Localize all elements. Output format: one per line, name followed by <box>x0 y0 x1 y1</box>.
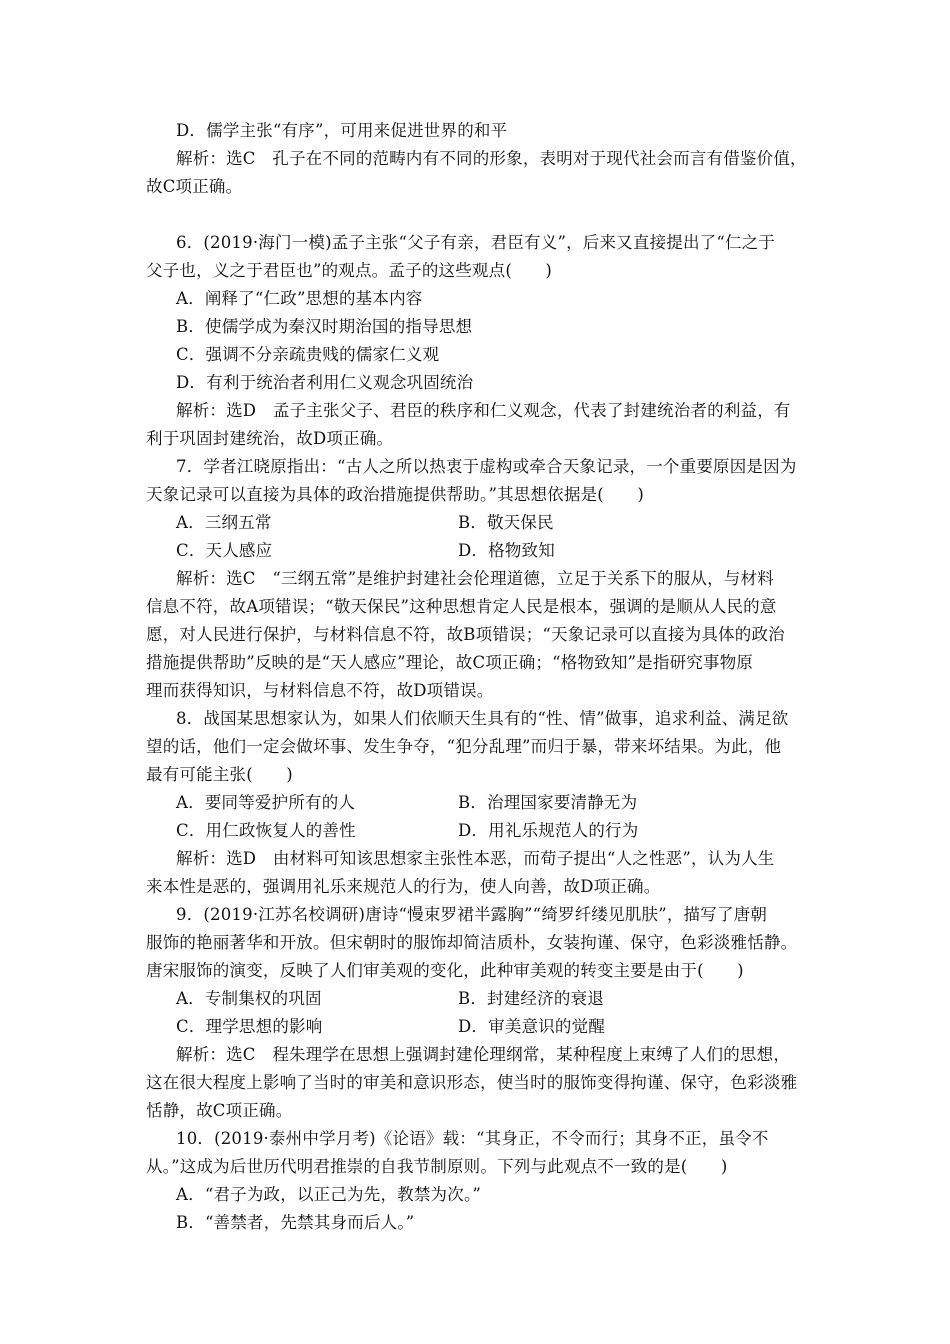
q7-analysis-cont-4: 理而获得知识，与材料信息不符，故D项错误。 <box>146 681 494 700</box>
q9-option-c: C．理学思想的影响 <box>176 1017 323 1036</box>
q8-option-d: D．用礼乐规范人的行为 <box>458 821 639 840</box>
q7-stem: 7．学者江晓原指出：“古人之所以热衷于虚构或牵合天象记录，一个重要原因是因为 <box>176 457 797 476</box>
q8-analysis-cont: 来本性是恶的，强调用礼乐来规范人的行为，使人向善，故D项正确。 <box>146 877 661 896</box>
q9-option-a: A．专制集权的巩固 <box>176 989 322 1008</box>
q10-option-a: A．“君子为政，以正己为先，教禁为次。” <box>176 1185 482 1204</box>
q9-analysis: 解析：选C 程朱理学在思想上强调封建伦理纲常，某种程度上束缚了人们的思想， <box>176 1045 791 1064</box>
q9-analysis-cont-1: 这在很大程度上影响了当时的审美和意识形态，使当时的服饰变得拘谨、保守，色彩淡雅 <box>146 1073 798 1092</box>
q5-analysis: 解析：选C 孔子在不同的范畴内有不同的形象，表明对于现代社会而言有借鉴价值， <box>176 149 807 168</box>
q8-option-c: C．用仁政恢复人的善性 <box>176 821 356 840</box>
q6-option-c: C．强调不分亲疏贵贱的儒家仁义观 <box>176 345 440 364</box>
q6-analysis: 解析：选D 孟子主张父子、君臣的秩序和仁义观念，代表了封建统治者的利益，有 <box>176 401 791 420</box>
q10-option-b: B．“善禁者，先禁其身而后人。” <box>176 1213 415 1232</box>
q9-stem-cont-2: 唐宋服饰的演变，反映了人们审美观的变化，此种审美观的转变主要是由于( ) <box>146 961 744 980</box>
q5-analysis-cont: 故C项正确。 <box>146 177 243 196</box>
q6-option-a: A．阐释了“仁政”思想的基本内容 <box>176 289 423 308</box>
q7-analysis-cont-2: 愿，对人民进行保护，与材料信息不符，故B项错误；“天象记录可以直接为具体的政治 <box>146 625 785 644</box>
q8-stem-cont-2: 最有可能主张( ) <box>146 765 293 784</box>
q6-option-b: B．使儒学成为秦汉时期治国的指导思想 <box>176 317 473 336</box>
q10-stem: 10．(2019·泰州中学月考)《论语》载：“其身正，不令而行；其身不正，虽令不 <box>176 1129 769 1148</box>
q7-stem-cont: 天象记录可以直接为具体的政治措施提供帮助。”其思想依据是( ) <box>146 485 644 504</box>
q7-analysis-cont-3: 措施提供帮助”反映的是“天人感应”理论，故C项正确；“格物致知”是指研究事物原 <box>146 653 754 672</box>
q7-option-c: C．天人感应 <box>176 541 273 560</box>
q9-stem: 9．(2019·江苏名校调研)唐诗“慢束罗裙半露胸”“绮罗纤缕见肌肤”，描写了唐朝 <box>176 905 768 924</box>
q8-stem-cont-1: 望的话，他们一定会做坏事、发生争夺，“犯分乱理”而归于暴，带来坏结果。为此，他 <box>146 737 782 756</box>
q8-stem: 8．战国某思想家认为，如果人们依顺天生具有的“性、情”做事，追求利益、满足欲 <box>176 709 789 728</box>
q7-option-b: B．敬天保民 <box>458 513 554 532</box>
q8-option-b: B．治理国家要清静无为 <box>458 793 638 812</box>
q9-analysis-cont-2: 恬静，故C项正确。 <box>146 1101 293 1120</box>
q6-analysis-cont: 利于巩固封建统治，故D项正确。 <box>146 429 394 448</box>
q6-option-d: D．有利于统治者利用仁义观念巩固统治 <box>176 373 474 392</box>
q7-analysis: 解析：选C “三纲五常”是维护封建社会伦理道德，立足于关系下的服从，与材料 <box>176 569 774 588</box>
q8-option-a: A．要同等爱护所有的人 <box>176 793 356 812</box>
q6-stem-cont: 父子也，义之于君臣也”的观点。孟子的这些观点( ) <box>146 261 553 280</box>
q7-analysis-cont-1: 信息不符，故A项错误；“敬天保民”这种思想肯定人民是根本，强调的是顺从人民的意 <box>146 597 777 616</box>
q5-option-d: D．儒学主张“有序”，可用来促进世界的和平 <box>176 121 508 140</box>
q7-option-d: D．格物致知 <box>458 541 555 560</box>
q6-stem: 6．(2019·海门一模)孟子主张“父子有亲，君臣有义”，后来又直接提出了“仁之于 <box>176 233 776 252</box>
q9-stem-cont-1: 服饰的艳丽著华和开放。但宋朝时的服饰却简洁质朴，女装拘谨、保守，色彩淡雅恬静。 <box>146 933 798 952</box>
q9-option-d: D．审美意识的觉醒 <box>458 1017 606 1036</box>
q10-stem-cont: 从。”这成为后世历代明君推崇的自我节制原则。下列与此观点不一致的是( ) <box>146 1157 728 1176</box>
q8-analysis: 解析：选D 由材料可知该思想家主张性本恶，而荀子提出“人之性恶”，认为人生 <box>176 849 775 868</box>
q7-option-a: A．三纲五常 <box>176 513 272 532</box>
q9-option-b: B．封建经济的衰退 <box>458 989 604 1008</box>
